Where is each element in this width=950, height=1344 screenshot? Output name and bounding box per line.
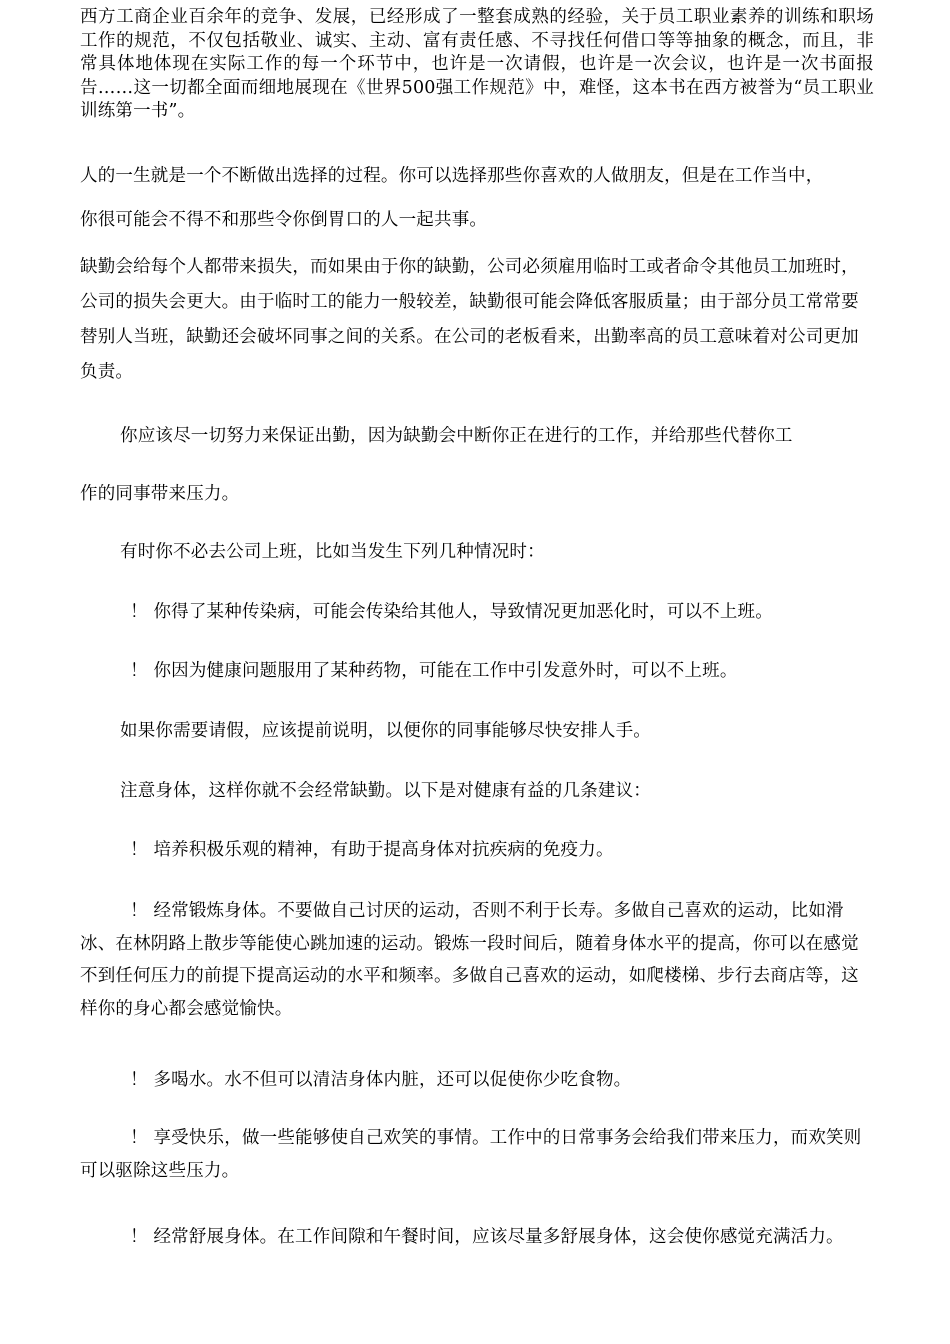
- case-item-2: ！ 你因为健康问题服用了某种药物，可能在工作中引发意外时，可以不上班。: [130, 661, 738, 681]
- tip-item-2: ！ 经常锻炼身体。不要做自己讨厌的运动，否则不利于长寿。多做自己喜欢的运动，比如滑冰、在林阴路上散步等能使心跳加速的运动。锻炼一段时间后，随着身体水平的提高，你可以在感觉不到任何压力的前提下提高运动的水平和频率。多做自己喜欢的运动，如爬楼梯、步行去商店等，这样你的身心都会感觉愉快。: [80, 901, 859, 1019]
- case-item-1: ！ 你得了某种传染病，可能会传染给其他人，导致情况更加恶化时，可以不上班。: [130, 602, 773, 622]
- leave-paragraph: 如果你需要请假，应该提前说明，以便你的同事能够尽快安排人手。: [120, 721, 651, 741]
- health-intro-paragraph: 注意身体，这样你就不会经常缺勤。以下是对健康有益的几条建议：: [120, 781, 651, 801]
- effort-line-1: 你应该尽一切努力来保证出勤，因为缺勤会中断你正在进行的工作，并给那些代替你工: [120, 426, 793, 446]
- absence-paragraph: 缺勤会给每个人都带来损失，而如果由于你的缺勤，公司必须雇用临时工或者命令其他员工加班时，公司的损失会更大。由于临时工的能力一般较差，缺勤很可能会降低客服质量；由于部分员工常常要替别人当班，缺勤还会破坏同事之间的关系。在公司的老板看来，出勤率高的员工意味着对公司更加负责。: [80, 257, 859, 382]
- choice-line-1: 人的一生就是一个不断做出选择的过程。你可以选择那些你喜欢的人做朋友，但是在工作当中，: [80, 166, 824, 186]
- tip-item-1: ！ 培养积极乐观的精神，有助于提高身体对抗疾病的免疫力。: [130, 840, 614, 860]
- effort-line-2: 作的同事带来压力。: [80, 484, 240, 504]
- tip-item-3: ！ 多喝水。水不但可以清洁身体内脏，还可以促使你少吃食物。: [130, 1070, 632, 1090]
- choice-line-2: 你很可能会不得不和那些令你倒胃口的人一起共事。: [80, 210, 488, 230]
- tip-item-4: ！ 享受快乐，做一些能够使自己欢笑的事情。工作中的日常事务会给我们带来压力，而欢笑则可以驱除这些压力。: [80, 1128, 862, 1181]
- sometimes-paragraph: 有时你不必去公司上班，比如当发生下列几种情况时：: [120, 542, 545, 562]
- intro-paragraph: 西方工商企业百余年的竞争、发展，已经形成了一整套成熟的经验，关于员工职业素养的训练和职场工作的规范，不仅包括敬业、诚实、主动、富有责任感、不寻找任何借口等等抽象的概念，而且，非常具体地体现在实际工作的每一个环节中，也许是一次请假，也许是一次会议，也许是一次书面报告……这一切都全面而细地展现在《世界500强工作规范》中，难怪，这本书在西方被誉为“员工职业训练第一书”。: [80, 7, 874, 121]
- tip-item-5: ！ 经常舒展身体。在工作间隙和午餐时间，应该尽量多舒展身体，这会使你感觉充满活力。: [130, 1227, 844, 1247]
